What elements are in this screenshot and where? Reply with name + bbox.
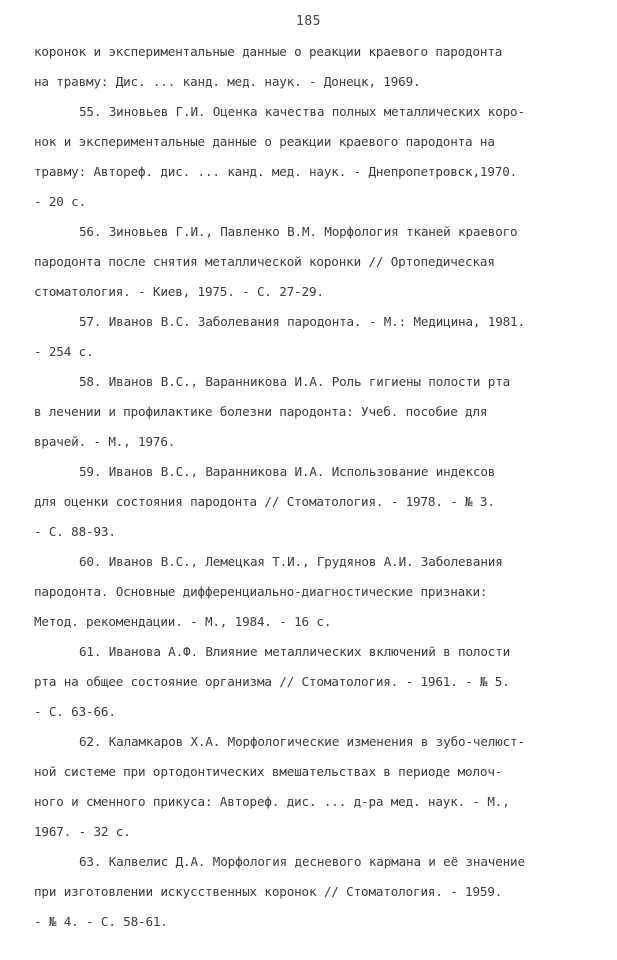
reference-62: 62. Каламкаров Х.А. Морфологические изменения в зубо-челюст- bbox=[79, 734, 525, 749]
reference-57: 57. Иванов В.С. Заболевания пародонта. - М.: Медицина, 1981. bbox=[79, 314, 525, 329]
text-line: нок и экспериментальные данные о реакции краевого пародонта на bbox=[34, 134, 495, 149]
text-line: - № 4. - С. 58-61. bbox=[34, 914, 168, 929]
text-line: - С. 63-66. bbox=[34, 704, 116, 719]
text-line: коронок и экспериментальные данные о реакции краевого пародонта bbox=[34, 44, 503, 59]
reference-61: 61. Иванова А.Ф. Влияние металлических включений в полости bbox=[79, 644, 511, 659]
text-line: 1967. - 32 с. bbox=[34, 824, 131, 839]
text-line: стоматология. - Киев, 1975. - С. 27-29. bbox=[34, 284, 324, 299]
text-line: ной системе при ортодонтических вмешательствах в периоде молоч- bbox=[34, 764, 503, 779]
reference-63: 63. Калвелис Д.А. Морфология десневого кармана и её значение bbox=[79, 854, 525, 869]
text-line: Метод. рекомендации. - М., 1984. - 16 с. bbox=[34, 614, 332, 629]
text-line: при изготовлении искусственных коронок // Стоматология. - 1959. bbox=[34, 884, 503, 899]
text-line: пародонта. Основные дифференциально-диагностические признаки: bbox=[34, 584, 488, 599]
text-line: - 20 с. bbox=[34, 194, 87, 209]
page-number: 185 bbox=[296, 14, 321, 29]
text-line: - С. 88-93. bbox=[34, 524, 116, 539]
text-line: на травму: Дис. ... канд. мед. наук. - Донецк, 1969. bbox=[34, 74, 421, 89]
text-line: для оценки состояния пародонта // Стоматология. - 1978. - № 3. bbox=[34, 494, 495, 509]
text-line: в лечении и профилактике болезни пародонта: Учеб. пособие для bbox=[34, 404, 488, 419]
text-line: - 254 с. bbox=[34, 344, 94, 359]
text-line: травму: Автореф. дис. ... канд. мед. наук. - Днепропетровск,1970. bbox=[34, 164, 518, 179]
reference-56: 56. Зиновьев Г.И., Павленко В.М. Морфология тканей краевого bbox=[79, 224, 518, 239]
text-line: пародонта после снятия металлической коронки // Ортопедическая bbox=[34, 254, 495, 269]
text-line: рта на общее состояние организма // Стоматология. - 1961. - № 5. bbox=[34, 674, 510, 689]
reference-59: 59. Иванов В.С., Варанникова И.А. Использование индексов bbox=[79, 464, 496, 479]
reference-60: 60. Иванов В.С., Лемецкая Т.И., Грудянов А.И. Заболевания bbox=[79, 554, 503, 569]
text-line: врачей. - М., 1976. bbox=[34, 434, 176, 449]
reference-58: 58. Иванов В.С., Варанникова И.А. Роль гигиены полости рта bbox=[79, 374, 511, 389]
reference-55: 55. Зиновьев Г.И. Оценка качества полных металлических коро- bbox=[79, 104, 525, 119]
text-line: ного и сменного прикуса: Автореф. дис. ... д-ра мед. наук. - М., bbox=[34, 794, 510, 809]
